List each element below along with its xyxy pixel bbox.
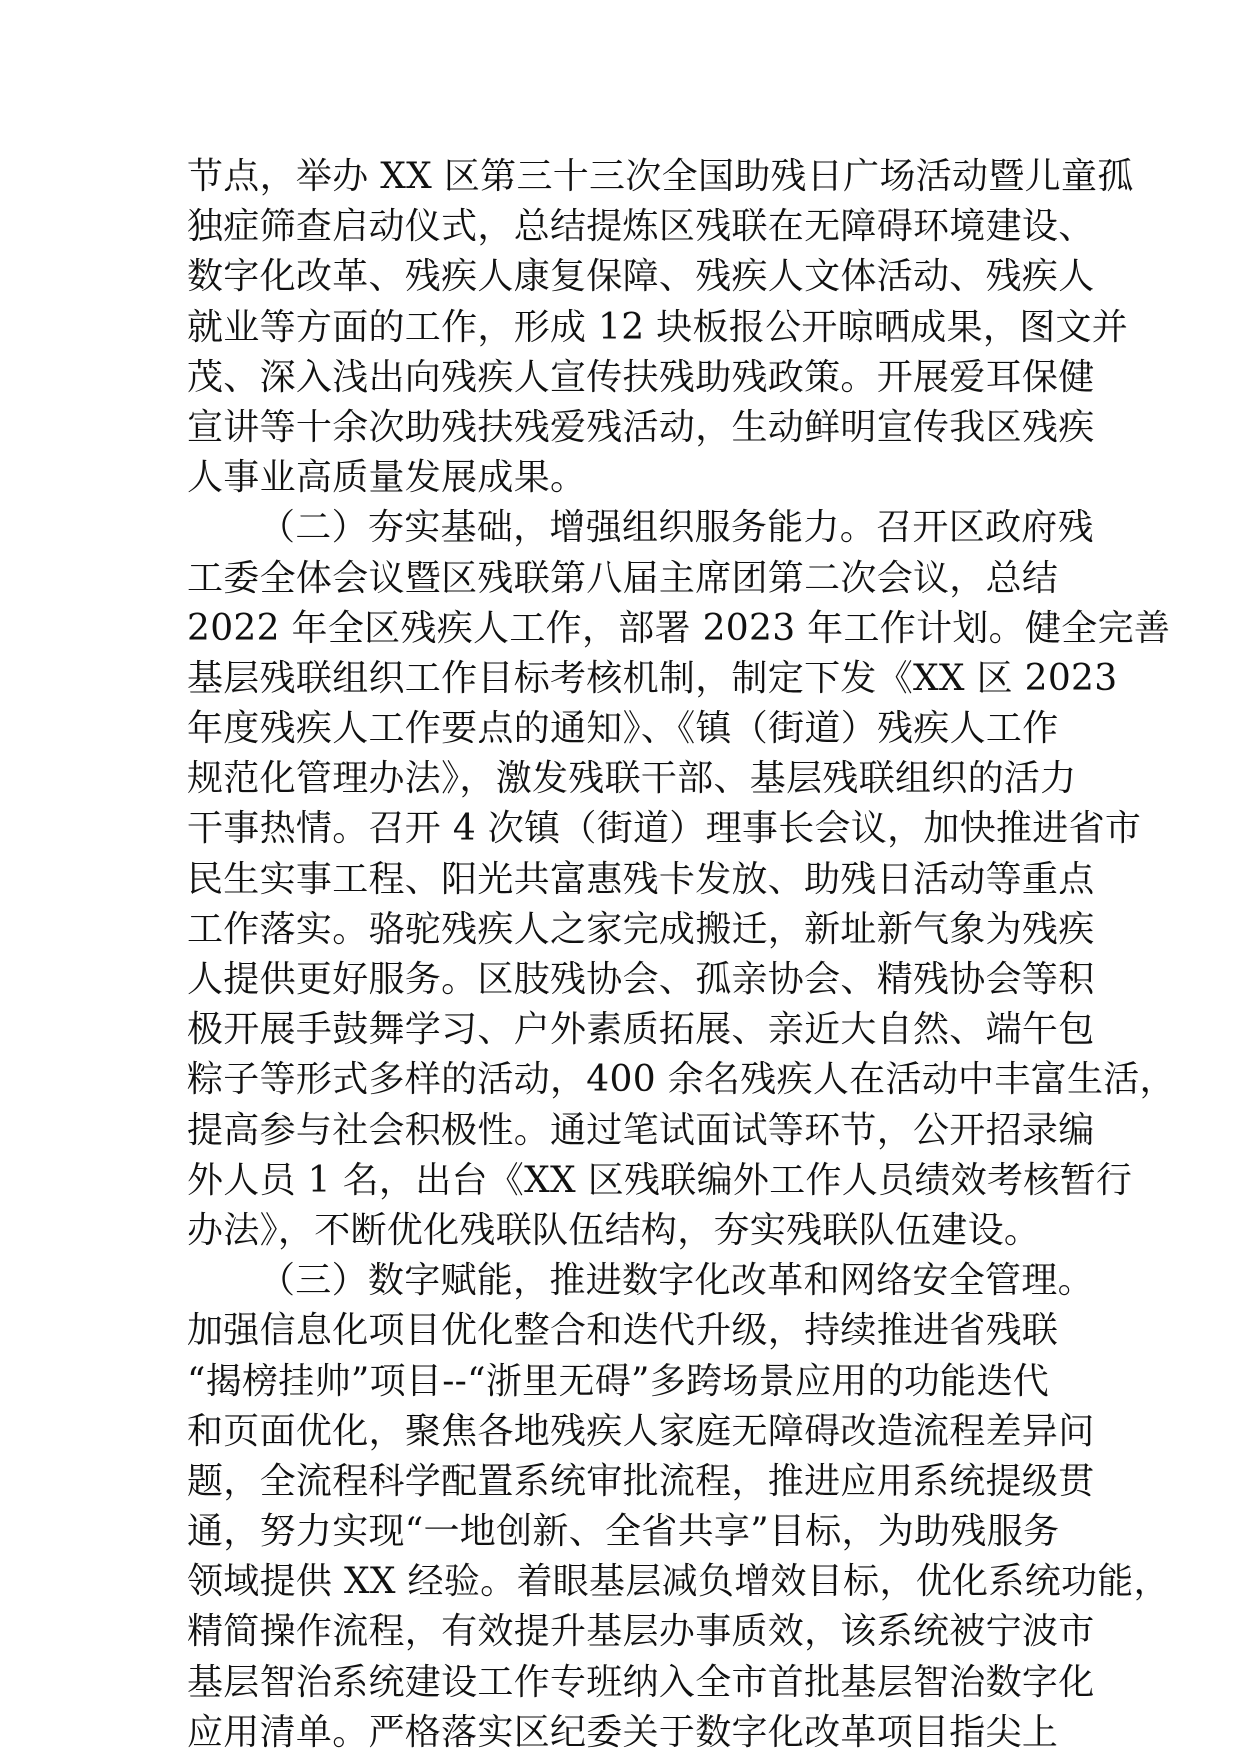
- text-line: 应用清单。严格落实区纪委关于数字化改革项目指尖上: [187, 1711, 1059, 1753]
- text-line: 题，全流程科学配置系统审批流程，推进应用系统提级贯: [187, 1460, 1095, 1502]
- section-heading-line: （三）数字赋能，推进数字化改革和网络安全管理。: [259, 1260, 1094, 1302]
- text-line: 工作落实。骆驼残疾人之家完成搬迁，新址新气象为残疾: [187, 908, 1095, 950]
- section-heading-line: （二）夯实基础，增强组织服务能力。召开区政府残: [259, 507, 1094, 549]
- text-line: 人提供更好服务。区肢残协会、孤亲协会、精残协会等积: [187, 959, 1095, 1000]
- text-line: “揭榜挂帅”项目--“浙里无碍”多跨场景应用的功能迭代: [187, 1360, 1050, 1402]
- text-line: 加强信息化项目优化整合和迭代升级，持续推进省残联: [187, 1310, 1059, 1352]
- text-line: 就业等方面的工作，形成 12 块板报公开晾晒成果，图文并: [187, 306, 1129, 348]
- text-line: 通，努力实现“一地创新、全省共享”目标，为助残服务: [187, 1511, 1060, 1553]
- text-line: 干事热情。召开 4 次镇（街道）理事长会议，加快推进省市: [187, 808, 1142, 850]
- text-line: 宣讲等十余次助残扶残爱残活动，生动鲜明宣传我区残疾: [187, 406, 1095, 448]
- text-line: 基层智治系统建设工作专班纳入全市首批基层智治数字化: [187, 1661, 1095, 1703]
- text-line: 2022 年全区残疾人工作，部署 2023 年工作计划。健全完善: [187, 607, 1171, 649]
- text-line: 外人员 1 名，出台《XX 区残联编外工作人员绩效考核暂行: [187, 1159, 1133, 1201]
- body-text: [187, 152, 1176, 1758]
- text-line: 茂、深入浅出向残疾人宣传扶残助残政策。开展爱耳保健: [187, 356, 1095, 398]
- text-line: 领域提供 XX 经验。着眼基层减负增效目标，优化系统功能，: [187, 1561, 1170, 1603]
- text-line: 节点，举办 XX 区第三十三次全国助残日广场活动暨儿童孤: [187, 156, 1134, 197]
- text-line: 民生实事工程、阳光共富惠残卡发放、助残日活动等重点: [187, 858, 1095, 900]
- text-line: 办法》，不断优化残联队伍结构，夯实残联队伍建设。: [187, 1209, 1041, 1251]
- text-line: 极开展手鼓舞学习、户外素质拓展、亲近大自然、端午包: [187, 1009, 1095, 1051]
- text-line: 人事业高质量发展成果。: [187, 457, 587, 499]
- text-line: 基层残联组织工作目标考核机制，制定下发《XX 区 2023: [187, 657, 1118, 699]
- text-line: 数字化改革、残疾人康复保障、残疾人文体活动、残疾人: [187, 256, 1095, 298]
- text-line: 年度残疾人工作要点的通知》、《镇（街道）残疾人工作: [187, 708, 1059, 750]
- text-line: 提高参与社会积极性。通过笔试面试等环节，公开招录编: [187, 1109, 1095, 1151]
- text-line: 精简操作流程，有效提升基层办事质效，该系统被宁波市: [187, 1611, 1095, 1653]
- text-line: 独症筛查启动仪式，总结提炼区残联在无障碍环境建设、: [187, 206, 1095, 248]
- text-line: 规范化管理办法》，激发残联干部、基层残联组织的活力: [187, 758, 1077, 800]
- text-line: 和页面优化，聚焦各地残疾人家庭无障碍改造流程差异问: [187, 1410, 1095, 1452]
- text-line: 粽子等形式多样的活动，400 余名残疾人在活动中丰富生活，: [187, 1059, 1176, 1101]
- text-line: 工委全体会议暨区残联第八届主席团第二次会议，总结: [187, 557, 1059, 599]
